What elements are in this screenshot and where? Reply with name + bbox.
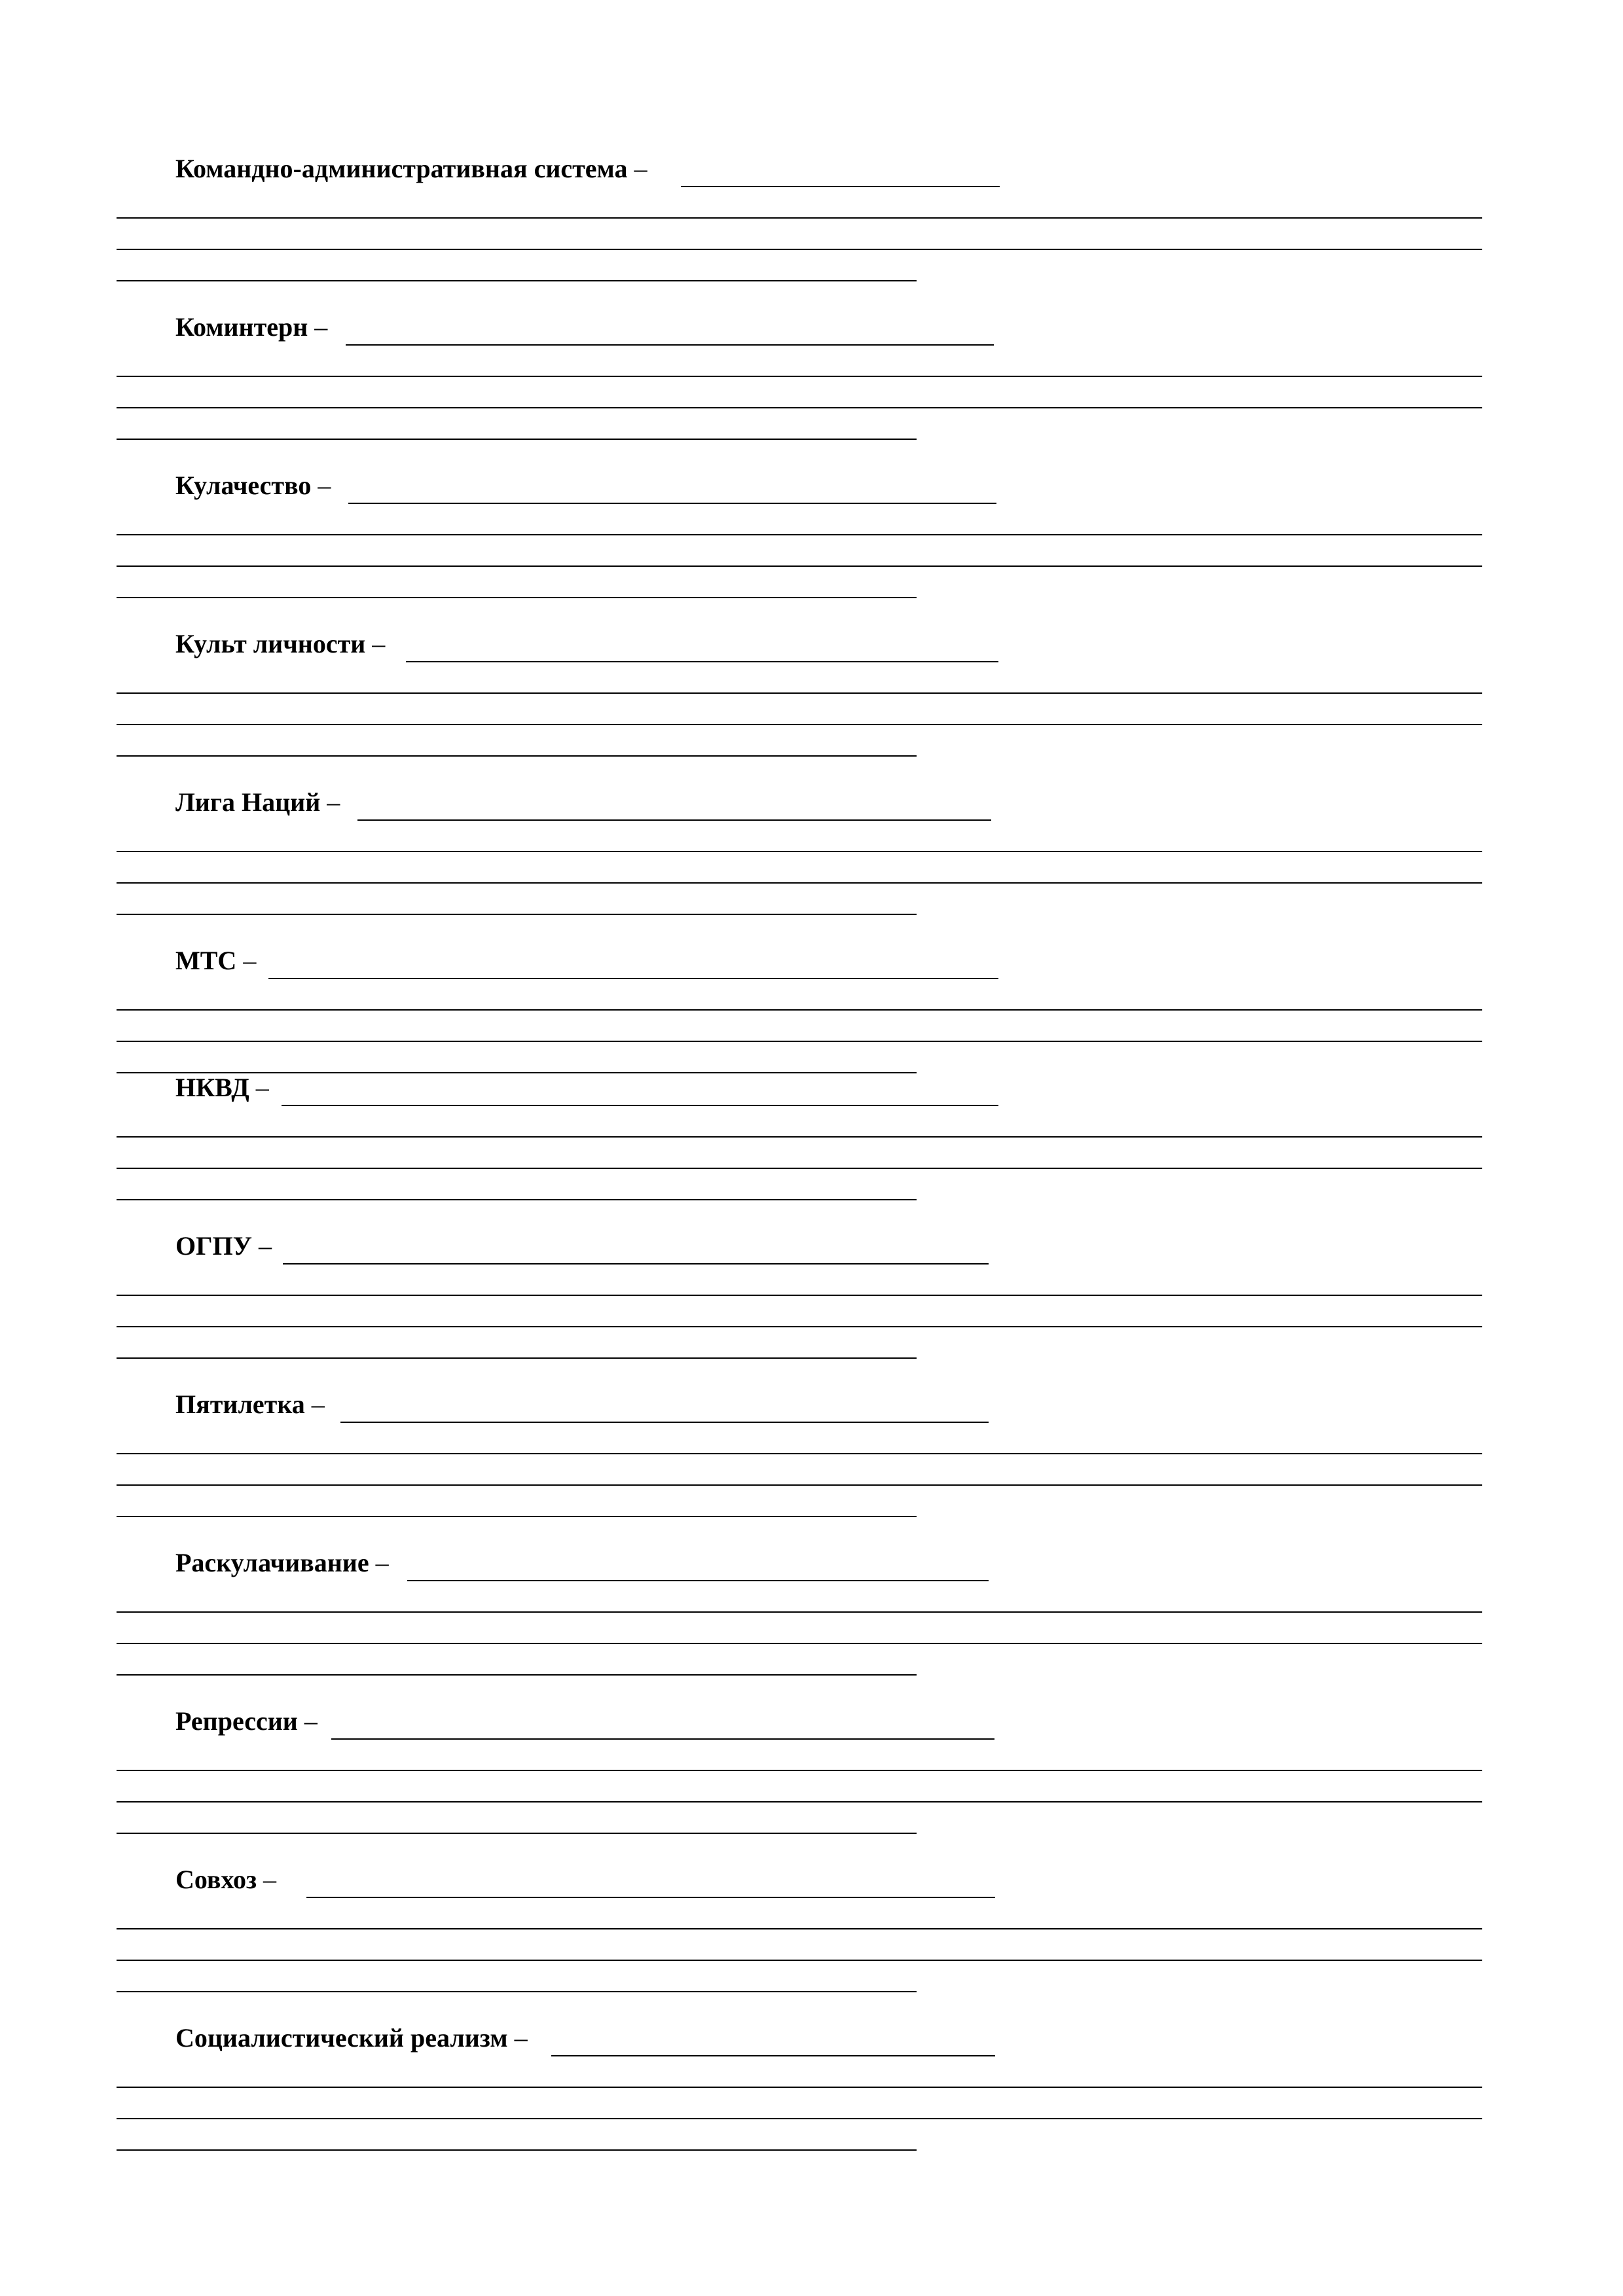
definition-blank-line[interactable] <box>117 534 1482 535</box>
term-heading <box>175 1064 277 1103</box>
definition-blank-line[interactable] <box>117 1674 917 1676</box>
definition-blank-line[interactable] <box>117 1801 1482 1803</box>
definition-blank-line[interactable] <box>117 249 1482 250</box>
definition-blank-line[interactable] <box>117 217 1482 219</box>
definition-blank-line[interactable] <box>117 724 1482 725</box>
definition-blank-line[interactable] <box>117 755 917 757</box>
term-label: Совхоз <box>175 1865 257 1894</box>
definition-blank-line[interactable] <box>117 1611 1482 1613</box>
term-label: МТС <box>175 946 237 975</box>
definition-blank-line[interactable] <box>117 280 917 281</box>
definition-blank-line[interactable] <box>117 439 917 440</box>
definition-blank-line[interactable] <box>117 882 1482 884</box>
term-label: Репрессии <box>175 1706 298 1736</box>
definition-blank-line[interactable] <box>117 2087 1482 2088</box>
definition-blank-inline[interactable] <box>306 1897 995 1898</box>
definition-blank-line[interactable] <box>117 1199 917 1200</box>
term-block-command-system <box>0 145 1623 302</box>
term-block-personality-cult <box>0 620 1623 778</box>
term-dash: – <box>243 946 257 975</box>
term-heading <box>175 145 655 185</box>
term-dash: – <box>259 1231 272 1261</box>
definition-blank-line[interactable] <box>117 1643 1482 1644</box>
definition-blank-inline[interactable] <box>348 503 996 504</box>
definition-blank-line[interactable] <box>117 1453 1482 1454</box>
term-dash: – <box>263 1865 277 1894</box>
term-dash: – <box>375 1548 389 1577</box>
term-block-nkvd <box>0 1064 1623 1221</box>
term-heading <box>175 1856 284 1895</box>
term-dash: – <box>255 1073 269 1102</box>
definition-blank-line[interactable] <box>117 376 1482 377</box>
term-dash: – <box>314 312 328 342</box>
definition-blank-inline[interactable] <box>357 819 991 821</box>
definition-blank-line[interactable] <box>117 407 1482 408</box>
term-heading <box>175 620 393 660</box>
definition-blank-line[interactable] <box>117 1833 917 1834</box>
definition-blank-line[interactable] <box>117 2118 1482 2119</box>
definition-blank-inline[interactable] <box>346 344 994 346</box>
definition-blank-line[interactable] <box>117 1009 1482 1011</box>
term-block-socialist-realism <box>0 2015 1623 2172</box>
term-block-kulaks <box>0 462 1623 619</box>
definition-blank-inline[interactable] <box>340 1422 989 1423</box>
definition-blank-line[interactable] <box>117 1484 1482 1486</box>
term-dash: – <box>372 629 386 658</box>
term-heading <box>175 1223 280 1262</box>
term-block-five-year-plan <box>0 1381 1623 1538</box>
term-dash: – <box>311 1390 325 1419</box>
definition-blank-line[interactable] <box>117 1960 1482 1961</box>
definition-blank-inline[interactable] <box>551 2055 995 2056</box>
term-block-sovkhoz <box>0 1856 1623 2013</box>
term-dash: – <box>634 154 647 183</box>
term-heading <box>175 779 348 818</box>
term-heading <box>175 304 335 343</box>
term-heading <box>175 937 264 977</box>
definition-blank-line[interactable] <box>117 1295 1482 1296</box>
definition-blank-line[interactable] <box>117 597 917 598</box>
term-block-league-of-nations <box>0 779 1623 936</box>
term-label: ОГПУ <box>175 1231 253 1261</box>
definition-blank-line[interactable] <box>117 914 917 915</box>
term-dash: – <box>304 1706 318 1736</box>
definition-blank-line[interactable] <box>117 1168 1482 1169</box>
definition-blank-line[interactable] <box>117 851 1482 852</box>
term-label: Коминтерн <box>175 312 308 342</box>
term-label: Кулачество <box>175 471 312 500</box>
term-label: Лига Наций <box>175 787 321 817</box>
definition-blank-line[interactable] <box>117 1357 917 1359</box>
term-block-repressions <box>0 1698 1623 1855</box>
term-label: Раскулачивание <box>175 1548 369 1577</box>
term-dash: – <box>318 471 331 500</box>
term-heading <box>175 1539 397 1579</box>
definition-blank-inline[interactable] <box>283 1263 989 1265</box>
definition-blank-line[interactable] <box>117 1326 1482 1327</box>
definition-blank-inline[interactable] <box>282 1105 998 1106</box>
term-heading <box>175 1698 325 1737</box>
term-label: Пятилетка <box>175 1390 305 1419</box>
definition-blank-line[interactable] <box>117 692 1482 694</box>
definition-blank-line[interactable] <box>117 1991 917 1992</box>
term-label: НКВД <box>175 1073 249 1102</box>
definition-blank-line[interactable] <box>117 565 1482 567</box>
term-heading <box>175 462 338 501</box>
term-block-comintern <box>0 304 1623 461</box>
definition-blank-line[interactable] <box>117 1770 1482 1771</box>
definition-blank-inline[interactable] <box>406 661 998 662</box>
term-label: Культ личности <box>175 629 366 658</box>
definition-blank-inline[interactable] <box>407 1580 989 1581</box>
term-dash: – <box>514 2023 528 2053</box>
definition-blank-inline[interactable] <box>681 186 1000 187</box>
term-heading <box>175 2015 536 2054</box>
term-block-dekulakization <box>0 1539 1623 1696</box>
definition-blank-inline[interactable] <box>331 1738 994 1740</box>
term-block-ogpu <box>0 1223 1623 1380</box>
term-dash: – <box>327 787 340 817</box>
term-heading <box>175 1381 333 1420</box>
term-label: Командно-административная система <box>175 154 628 183</box>
definition-blank-line[interactable] <box>117 1516 917 1517</box>
definition-blank-line[interactable] <box>117 1136 1482 1138</box>
definition-blank-inline[interactable] <box>268 978 998 979</box>
term-label: Социалистический реализм <box>175 2023 508 2053</box>
definition-blank-line[interactable] <box>117 1041 1482 1042</box>
definition-blank-line[interactable] <box>117 1928 1482 1929</box>
definition-blank-line[interactable] <box>117 2149 917 2151</box>
